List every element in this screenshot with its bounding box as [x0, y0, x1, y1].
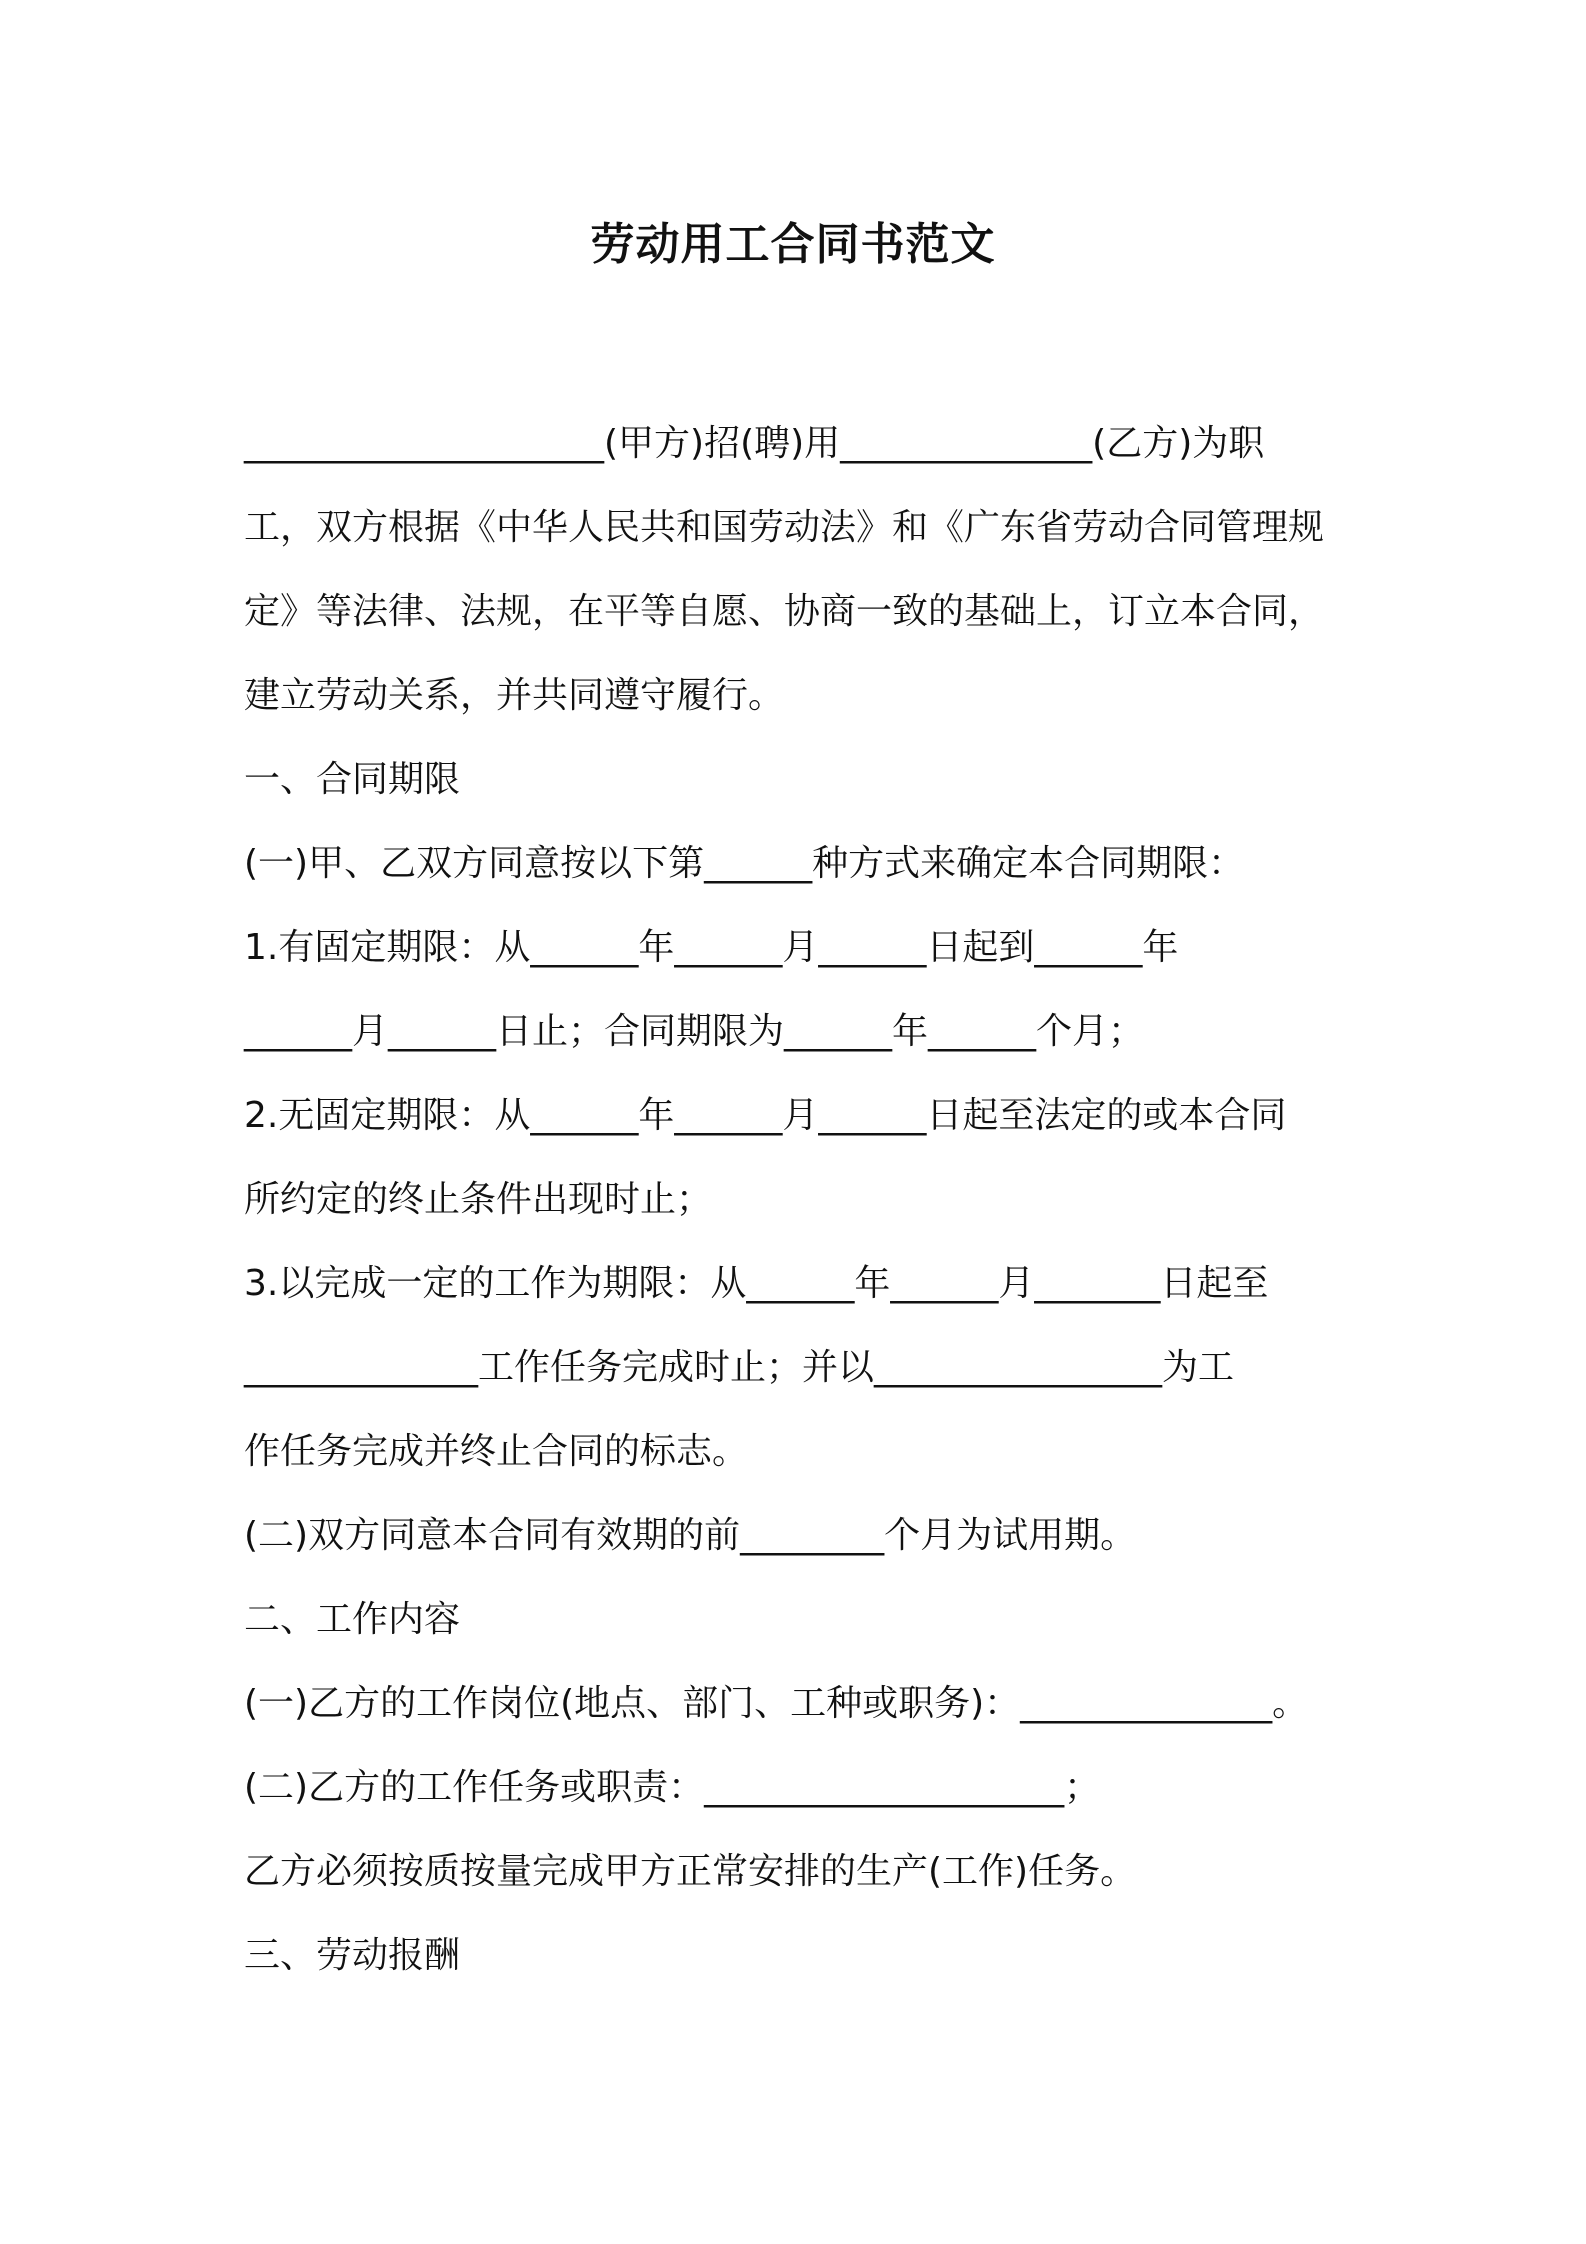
section-heading: 一、合同期限	[244, 759, 461, 800]
paragraph-line: 工，双方根据《中华人民共和国劳动法》和《广东省劳动合同管理规	[244, 507, 1325, 548]
paragraph-line: ____________________(甲方)招(聘)用______________(乙方)为职	[244, 423, 1265, 464]
paragraph-line: (二)乙方的工作任务或职责：____________________；	[244, 1767, 1101, 1808]
paragraph-line: 3.以完成一定的工作为期限：从______年______月_______日起至	[244, 1263, 1269, 1304]
document-title: 劳动用工合同书范文	[590, 219, 996, 270]
paragraph-line: 建立劳动关系，并共同遵守履行。	[244, 675, 785, 716]
paragraph-line: 2.无固定期限：从______年______月______日起至法定的或本合同	[244, 1095, 1287, 1136]
paragraph-line: 定》等法律、法规，在平等自愿、协商一致的基础上，订立本合同，	[244, 591, 1325, 632]
paragraph-line: 所约定的终止条件出现时止；	[244, 1179, 713, 1220]
paragraph-line: ______月______日止；合同期限为______年______个月；	[244, 1011, 1145, 1052]
paragraph-line: (一)乙方的工作岗位(地点、部门、工种或职务)：______________。	[244, 1683, 1309, 1724]
section-heading: 二、工作内容	[244, 1599, 461, 1640]
paragraph-line: (一)甲、乙双方同意按以下第______种方式来确定本合同期限：	[244, 843, 1245, 884]
paragraph-line: 1.有固定期限：从______年______月______日起到______年	[244, 927, 1179, 968]
document-body	[244, 402, 1374, 1998]
paragraph-line: (二)双方同意本合同有效期的前________个月为试用期。	[244, 1515, 1137, 1556]
section-heading: 三、劳动报酬	[244, 1935, 461, 1976]
paragraph-line: _____________工作任务完成时止；并以________________为工	[244, 1347, 1235, 1388]
paragraph-line: 乙方必须按质按量完成甲方正常安排的生产(工作)任务。	[244, 1851, 1137, 1892]
paragraph-line: 作任务完成并终止合同的标志。	[244, 1431, 749, 1472]
